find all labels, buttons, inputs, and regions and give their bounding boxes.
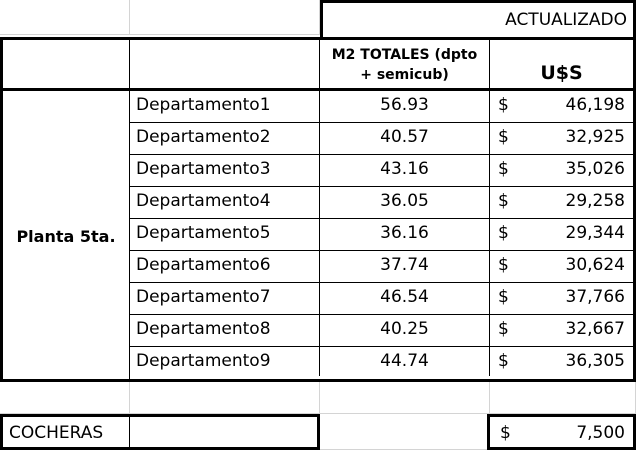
department-name-cell[interactable]: Departamento3 <box>130 155 320 187</box>
currency-symbol: $ <box>498 287 509 307</box>
planta-group-label[interactable]: Planta 5ta. <box>0 91 130 382</box>
usd-amount-cell[interactable] <box>490 283 633 315</box>
m2-value-cell[interactable]: 40.25 <box>320 315 490 347</box>
header-blank-cell[interactable] <box>130 37 320 91</box>
usd-amount-cell[interactable] <box>490 315 633 347</box>
usd-amount-value: 35,026 <box>565 159 625 179</box>
currency-symbol: $ <box>498 255 509 275</box>
grid-cell[interactable] <box>490 382 636 414</box>
department-name-cell[interactable]: Departamento8 <box>130 315 320 347</box>
m2-totales-header[interactable] <box>320 37 490 91</box>
m2-value-cell[interactable]: 46.54 <box>320 283 490 315</box>
department-name-cell[interactable]: Departamento9 <box>130 347 320 376</box>
usd-amount-cell[interactable] <box>490 251 633 283</box>
header-blank-cell[interactable] <box>0 37 130 91</box>
grid-cell[interactable] <box>130 382 320 414</box>
usd-amount-value: 30,624 <box>565 255 625 275</box>
m2-value-cell[interactable]: 37.74 <box>320 251 490 283</box>
m2-header-line2: + semicub) <box>360 67 449 83</box>
usd-amount-cell[interactable] <box>490 123 633 155</box>
usd-amount-cell[interactable] <box>490 91 633 123</box>
currency-symbol: $ <box>498 95 509 115</box>
usd-amount-cell[interactable] <box>490 155 633 187</box>
department-name-cell[interactable]: Departamento2 <box>130 123 320 155</box>
currency-symbol: $ <box>498 223 509 243</box>
cocheras-amount-cell[interactable] <box>487 414 636 450</box>
cocheras-amount: 7,500 <box>576 423 625 443</box>
department-name-cell[interactable]: Departamento1 <box>130 91 320 123</box>
department-name-cell[interactable]: Departamento4 <box>130 187 320 219</box>
usd-amount-cell[interactable] <box>490 219 633 251</box>
grid-cell[interactable] <box>0 382 130 414</box>
grid-cell[interactable] <box>130 0 320 35</box>
m2-value-cell[interactable]: 44.74 <box>320 347 490 376</box>
usd-amount-cell[interactable] <box>490 187 633 219</box>
m2-value-cell[interactable]: 56.93 <box>320 91 490 123</box>
usd-amount-value: 46,198 <box>565 95 625 115</box>
m2-value-cell[interactable]: 36.16 <box>320 219 490 251</box>
currency-symbol: $ <box>498 351 509 371</box>
usd-amount-cell[interactable] <box>490 347 633 376</box>
currency-symbol: $ <box>498 319 509 339</box>
department-name-cell[interactable]: Departamento5 <box>130 219 320 251</box>
grid-cell[interactable] <box>320 382 490 414</box>
actualizado-header[interactable]: ACTUALIZADO <box>320 0 636 37</box>
m2-value-cell[interactable]: 43.16 <box>320 155 490 187</box>
grid-cell[interactable] <box>320 414 490 450</box>
usd-header[interactable]: U$S <box>490 37 636 91</box>
currency-symbol: $ <box>498 191 509 211</box>
usd-amount-value: 36,305 <box>565 351 625 371</box>
currency-symbol: $ <box>498 159 509 179</box>
usd-amount-value: 37,766 <box>565 287 625 307</box>
department-name-cell[interactable]: Departamento7 <box>130 283 320 315</box>
cocheras-blank-cell[interactable] <box>130 414 320 450</box>
department-name-cell[interactable]: Departamento6 <box>130 251 320 283</box>
usd-amount-value: 29,344 <box>565 223 625 243</box>
m2-header-line1: M2 TOTALES (dpto <box>331 47 478 63</box>
usd-amount-value: 32,925 <box>565 127 625 147</box>
m2-value-cell[interactable]: 36.05 <box>320 187 490 219</box>
m2-value-cell[interactable]: 40.57 <box>320 123 490 155</box>
cocheras-currency: $ <box>500 423 511 443</box>
usd-amount-value: 29,258 <box>565 191 625 211</box>
grid-cell[interactable] <box>0 0 130 35</box>
usd-amount-value: 32,667 <box>565 319 625 339</box>
cocheras-label[interactable]: COCHERAS <box>0 414 130 450</box>
currency-symbol: $ <box>498 127 509 147</box>
